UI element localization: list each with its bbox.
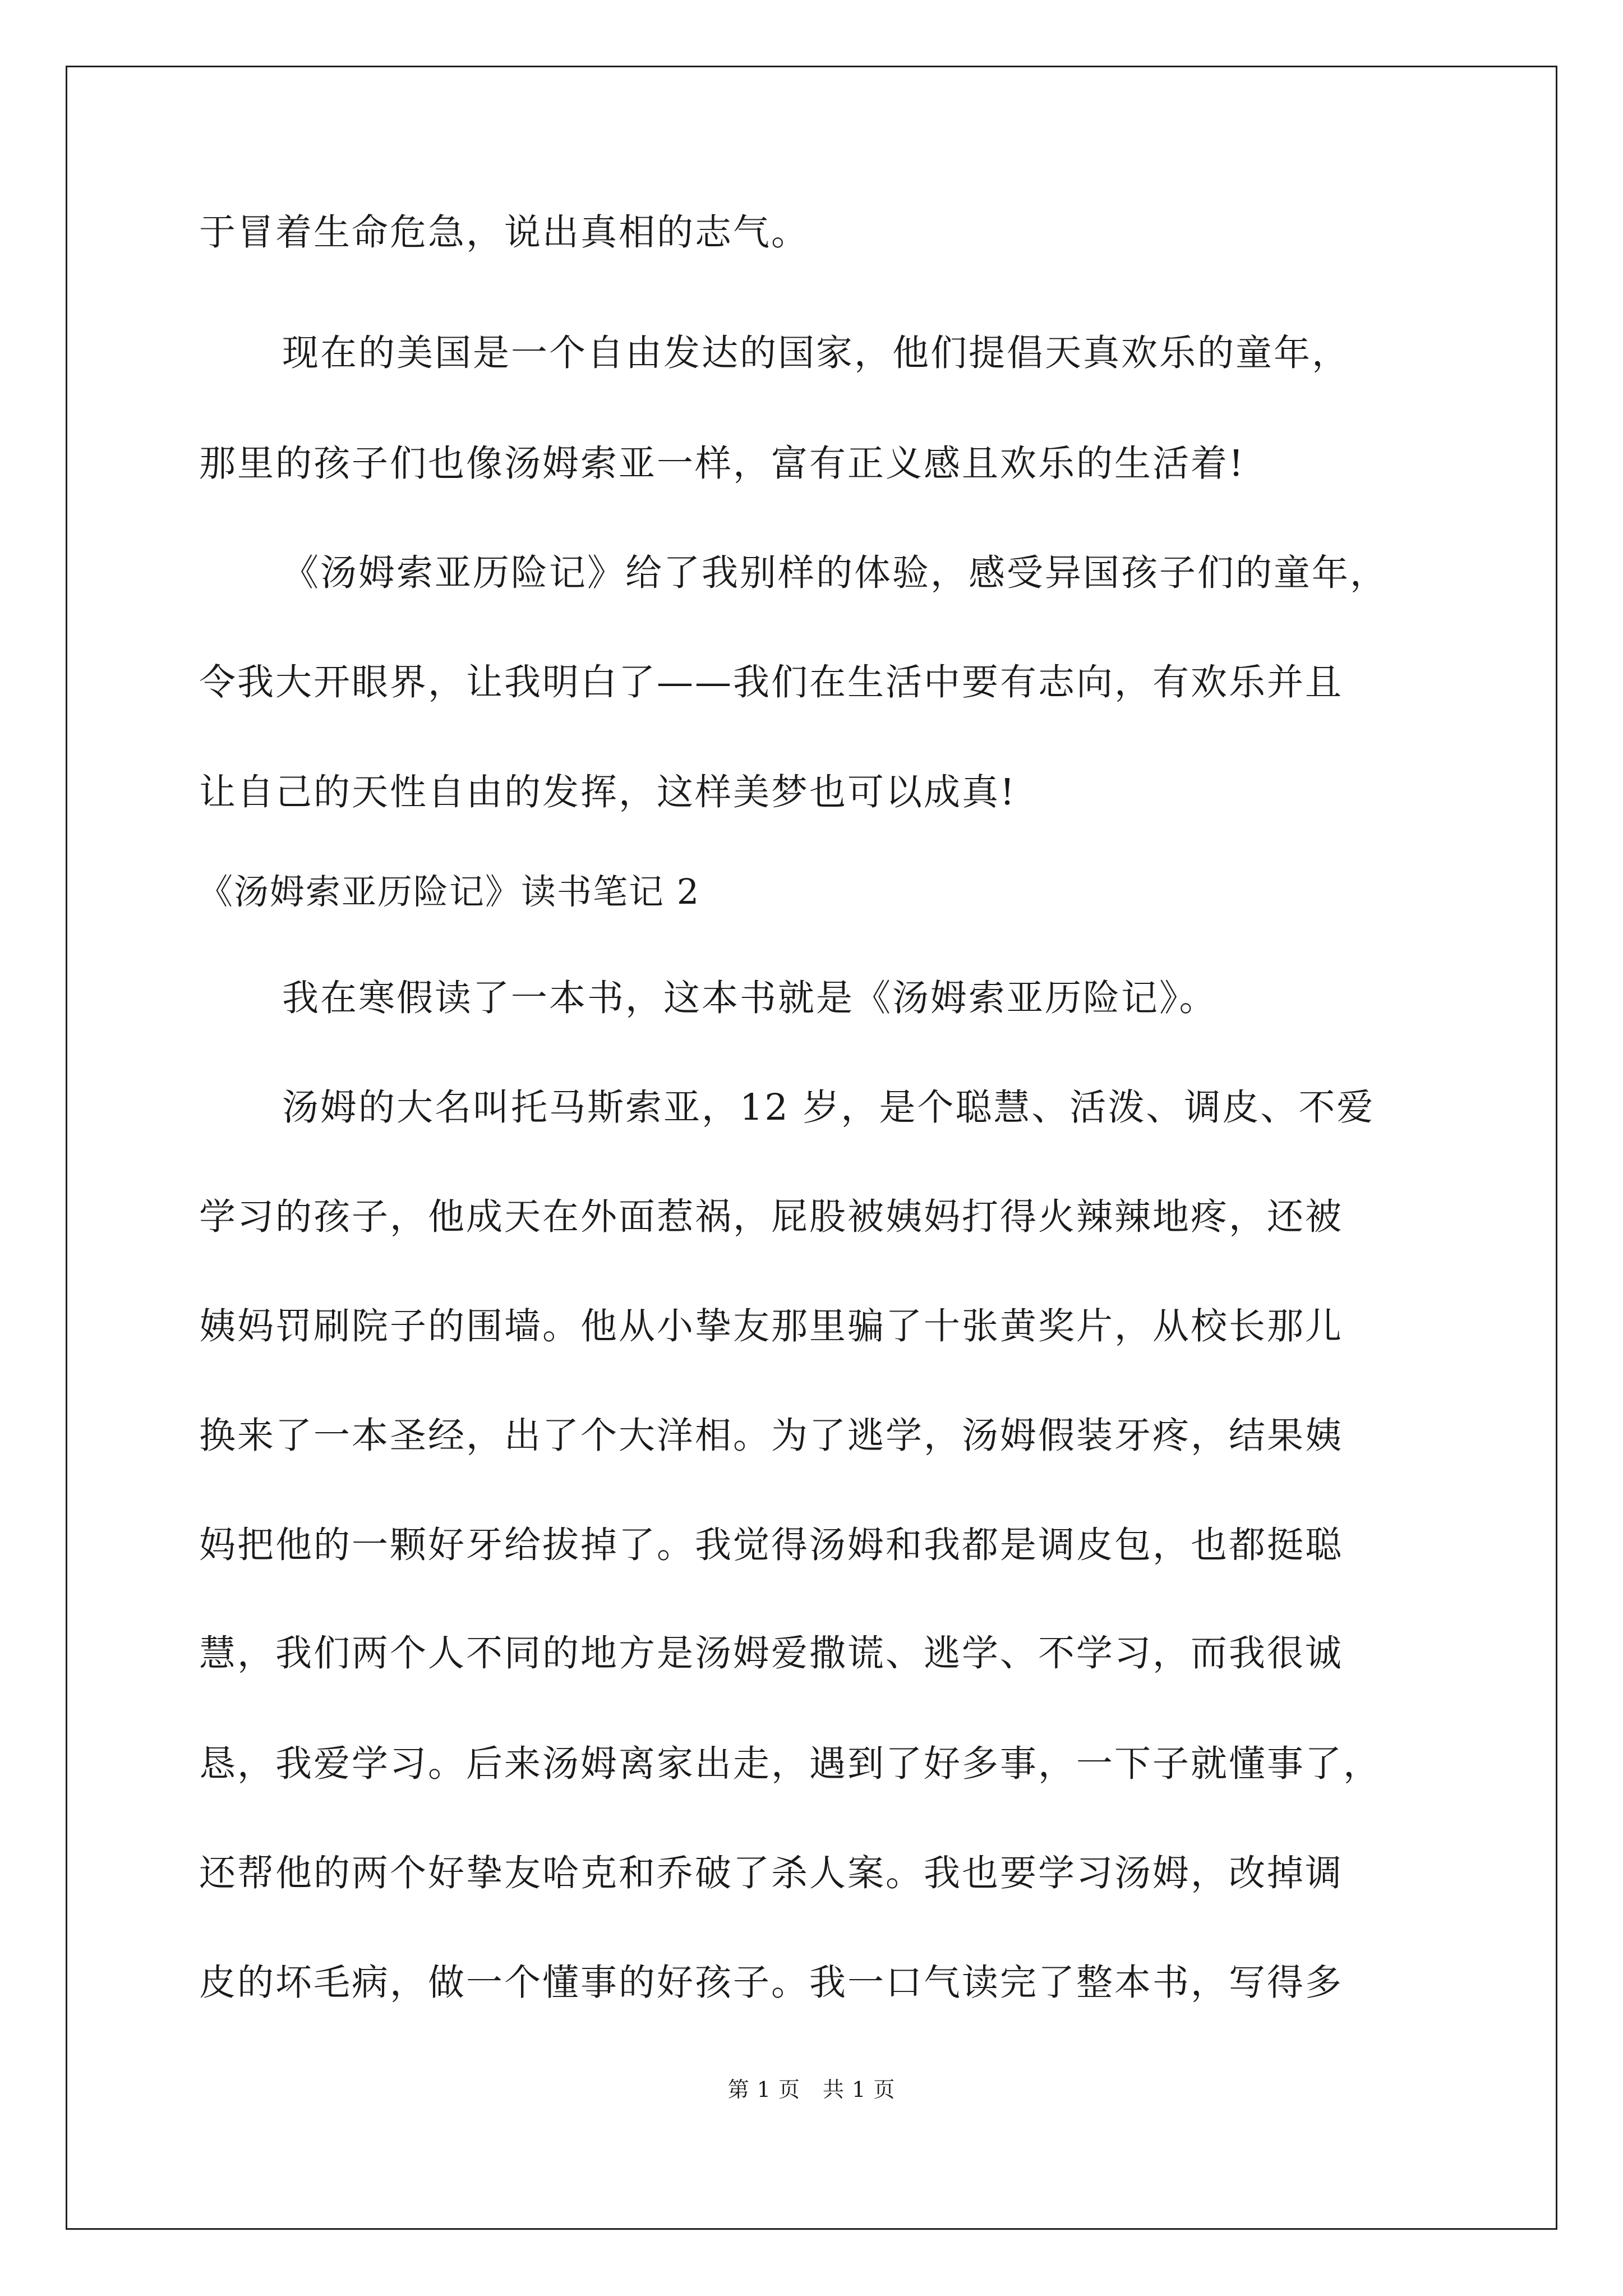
body-line: 令我大开眼界，让我明白了——我们在生活中要有志向，有欢乐并且 — [199, 661, 1344, 703]
body-line: 妈把他的一颗好牙给拔掉了。我觉得汤姆和我都是调皮包，也都挺聪 — [199, 1524, 1344, 1566]
body-line: 学习的孩子，他成天在外面惹祸，屁股被姨妈打得火辣辣地疼，还被 — [199, 1196, 1344, 1238]
body-line: 现在的美国是一个自由发达的国家，他们提倡天真欢乐的童年， — [282, 332, 1350, 374]
body-line: 还帮他的两个好挚友哈克和乔破了杀人案。我也要学习汤姆，改掉调 — [199, 1852, 1344, 1894]
body-line: 恳，我爱学习。后来汤姆离家出走，遇到了好多事，一下子就懂事了， — [199, 1743, 1382, 1785]
body-line: 我在寒假读了一本书，这本书就是《汤姆索亚历险记》。 — [282, 977, 1218, 1019]
body-line: 那里的孩子们也像汤姆索亚一样，富有正义感且欢乐的生活着! — [199, 443, 1246, 485]
body-line: 汤姆的大名叫托马斯索亚，12 岁，是个聪慧、活泼、调皮、不爱 — [282, 1087, 1375, 1129]
body-line: 换来了一本圣经，出了个大洋相。为了逃学，汤姆假装牙疼，结果姨 — [199, 1415, 1344, 1457]
body-line: 《汤姆索亚历险记》给了我别样的体验，感受异国孩子们的童年， — [282, 552, 1389, 594]
page-total: 共 1 页 — [823, 2077, 896, 2102]
section-heading: 《汤姆索亚历险记》读书笔记 2 — [198, 871, 700, 912]
body-line: 姨妈罚刷院子的围墙。他从小挚友那里骗了十张黄奖片，从校长那儿 — [199, 1305, 1344, 1347]
body-line: 慧，我们两个人不同的地方是汤姆爱撒谎、逃学、不学习，而我很诚 — [199, 1632, 1344, 1674]
page-footer — [0, 2076, 1623, 2104]
body-line: 于冒着生命危急，说出真相的志气。 — [199, 211, 810, 254]
body-line: 皮的坏毛病，做一个懂事的好孩子。我一口气读完了整本书，写得多 — [199, 1962, 1344, 2004]
body-line: 让自己的天性自由的发挥，这样美梦也可以成真! — [199, 771, 1017, 813]
page-border — [66, 66, 1557, 2230]
page-number: 第 1 页 — [727, 2077, 800, 2102]
